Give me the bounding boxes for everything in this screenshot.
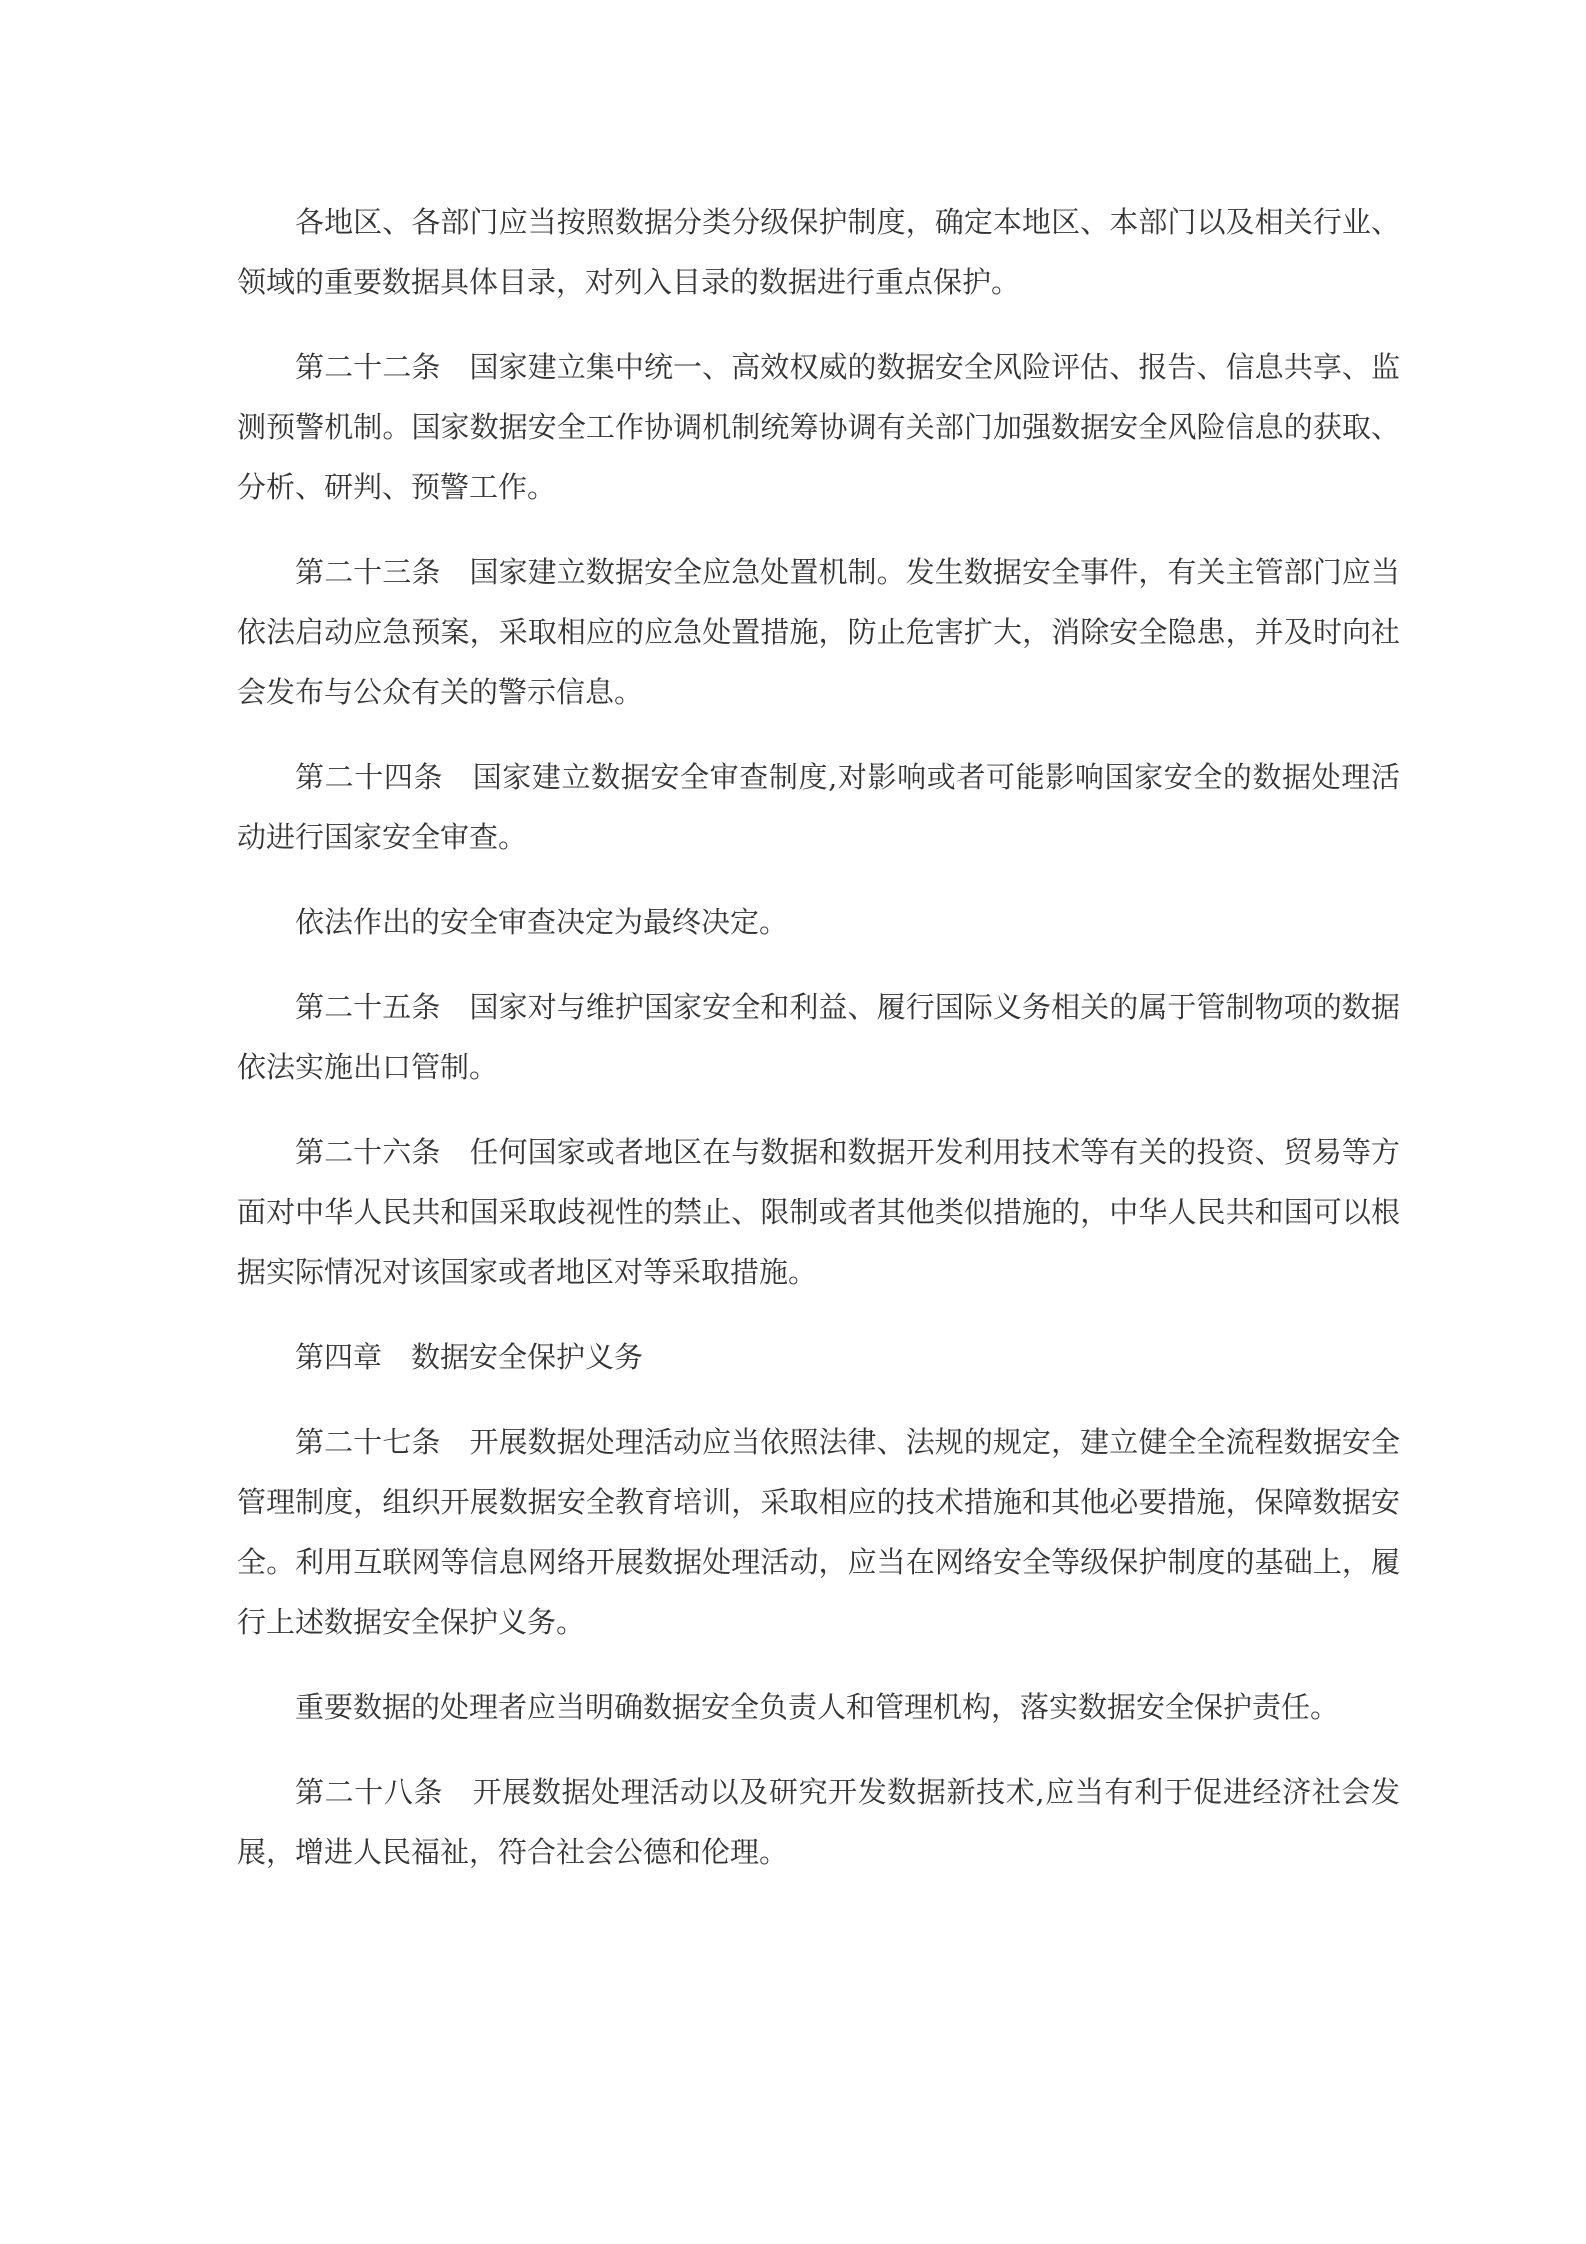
text-line: 第二十七条 开展数据处理活动应当依照法律、法规的规定，建立健全全流程数据安全 <box>295 1425 1400 1459</box>
text-line: 依法实施出口管制。 <box>237 1050 499 1084</box>
text-line: 第二十六条 任何国家或者地区在与数据和数据开发利用技术等有关的投资、贸易等方 <box>295 1135 1400 1169</box>
text-line: 分析、研判、预警工作。 <box>237 470 557 504</box>
text-line: 展，增进人民福祉，符合社会公德和伦理。 <box>237 1835 789 1869</box>
paragraph-article-26 <box>237 1122 1400 1302</box>
text-line: 行上述数据安全保护义务。 <box>237 1605 586 1639</box>
text-line: 会发布与公众有关的警示信息。 <box>237 675 644 709</box>
text-line: 第二十五条 国家对与维护国家安全和利益、履行国际义务相关的属于管制物项的数据 <box>295 990 1400 1024</box>
text-line: 动进行国家安全审查。 <box>237 820 528 854</box>
paragraph-article-24 <box>237 747 1400 867</box>
paragraph-article-22 <box>237 337 1400 517</box>
text-line: 各地区、各部门应当按照数据分类分级保护制度，确定本地区、本部门以及相关行业、 <box>295 205 1400 239</box>
chapter-4-heading <box>237 1327 1400 1387</box>
document-text-block <box>237 192 1400 1882</box>
paragraph-article-23 <box>237 542 1400 722</box>
paragraph-article-25 <box>237 977 1400 1097</box>
text-line: 重要数据的处理者应当明确数据安全负责人和管理机构，落实数据安全保护责任。 <box>295 1690 1340 1724</box>
paragraph-article-24-para-2 <box>237 892 1400 952</box>
text-line: 第二十八条 开展数据处理活动以及研究开发数据新技术,应当有利于促进经济社会发 <box>295 1775 1400 1809</box>
text-line: 第二十二条 国家建立集中统一、高效权威的数据安全风险评估、报告、信息共享、监 <box>295 350 1400 384</box>
text-line: 面对中华人民共和国采取歧视性的禁止、限制或者其他类似措施的，中华人民共和国可以根 <box>237 1195 1400 1229</box>
paragraph-article-21-continuation <box>237 192 1400 312</box>
text-line: 第二十三条 国家建立数据安全应急处置机制。发生数据安全事件，有关主管部门应当 <box>295 555 1400 589</box>
chapter-heading-line: 第四章 数据安全保护义务 <box>295 1340 644 1374</box>
text-line: 全。利用互联网等信息网络开展数据处理活动，应当在网络安全等级保护制度的基础上，履 <box>237 1545 1400 1579</box>
paragraph-article-28 <box>237 1762 1400 1882</box>
text-line: 依法启动应急预案，采取相应的应急处置措施，防止危害扩大，消除安全隐患，并及时向社 <box>237 615 1400 649</box>
text-line: 据实际情况对该国家或者地区对等采取措施。 <box>237 1255 818 1289</box>
text-line: 测预警机制。国家数据安全工作协调机制统筹协调有关部门加强数据安全风险信息的获取、 <box>237 410 1400 444</box>
text-line: 依法作出的安全审查决定为最终决定。 <box>295 905 789 939</box>
text-line: 管理制度，组织开展数据安全教育培训，采取相应的技术措施和其他必要措施，保障数据安 <box>237 1485 1400 1519</box>
text-line: 第二十四条 国家建立数据安全审查制度,对影响或者可能影响国家安全的数据处理活 <box>295 760 1400 794</box>
paragraph-article-27-para-2 <box>237 1677 1400 1737</box>
paragraph-article-27 <box>237 1412 1400 1652</box>
text-line: 领域的重要数据具体目录，对列入目录的数据进行重点保护。 <box>237 265 1021 299</box>
